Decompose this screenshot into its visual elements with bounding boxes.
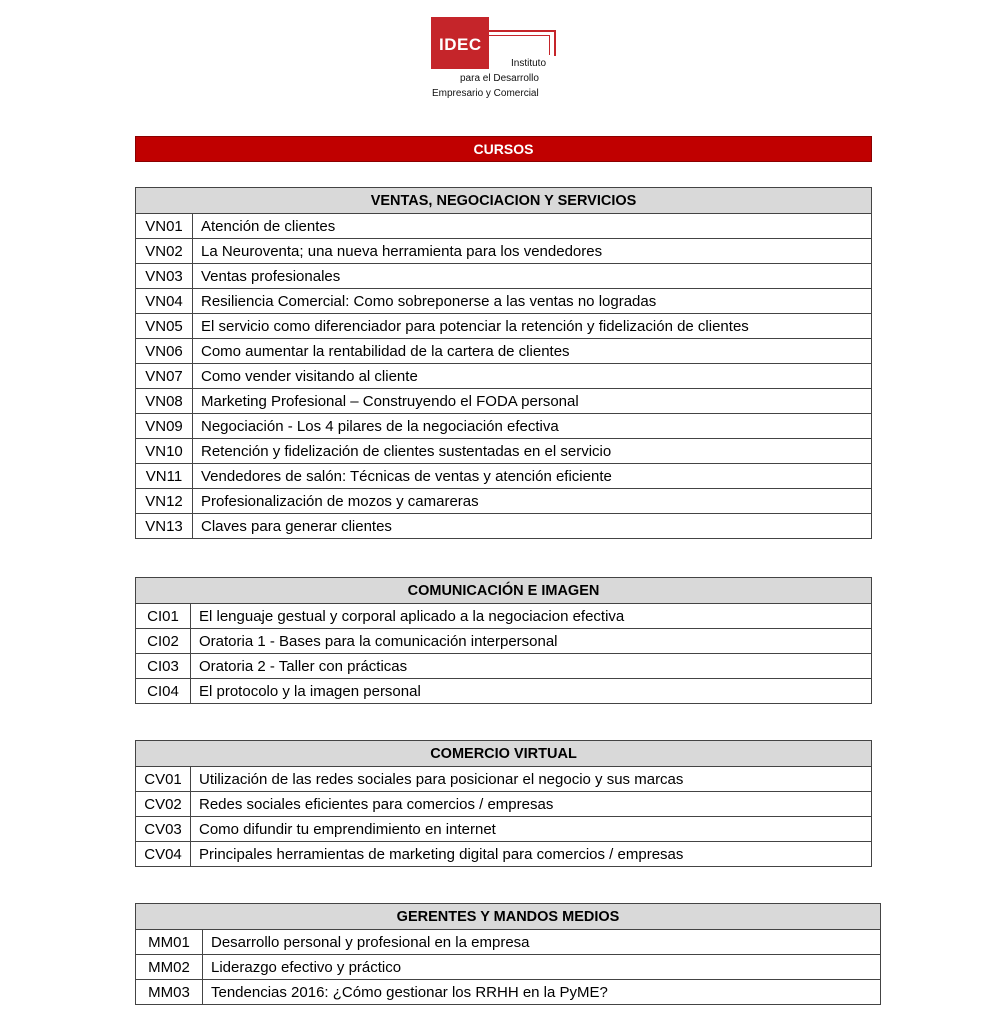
course-code: VN02 <box>136 239 193 264</box>
logo-frame-line <box>489 30 555 32</box>
idec-logo <box>425 14 565 104</box>
course-code: CI04 <box>136 679 191 704</box>
course-name: Redes sociales eficientes para comercios / empresas <box>191 792 872 817</box>
course-code: VN04 <box>136 289 193 314</box>
course-code: VN05 <box>136 314 193 339</box>
logo-abbr: IDEC <box>439 35 482 54</box>
course-row <box>136 389 872 414</box>
course-code: CI03 <box>136 654 191 679</box>
course-row <box>136 792 872 817</box>
course-name: La Neuroventa; una nueva herramienta para los vendedores <box>193 239 872 264</box>
course-name: Atención de clientes <box>193 214 872 239</box>
course-name: Como vender visitando al cliente <box>193 364 872 389</box>
course-row <box>136 604 872 629</box>
course-row <box>136 339 872 364</box>
course-code: CV04 <box>136 842 191 867</box>
course-name: Como aumentar la rentabilidad de la cartera de clientes <box>193 339 872 364</box>
course-code: VN11 <box>136 464 193 489</box>
section-title: GERENTES Y MANDOS MEDIOS <box>136 904 881 930</box>
course-name: Tendencias 2016: ¿Cómo gestionar los RRHH en la PyME? <box>203 980 881 1005</box>
course-row <box>136 264 872 289</box>
course-row <box>136 930 881 955</box>
course-row <box>136 654 872 679</box>
logo-text-line-3: Empresario y Comercial <box>432 88 539 99</box>
course-name: Principales herramientas de marketing digital para comercios / empresas <box>191 842 872 867</box>
course-name: El protocolo y la imagen personal <box>191 679 872 704</box>
course-row <box>136 489 872 514</box>
course-name: Como difundir tu emprendimiento en internet <box>191 817 872 842</box>
course-code: MM02 <box>136 955 203 980</box>
course-name: Claves para generar clientes <box>193 514 872 539</box>
course-name: Utilización de las redes sociales para posicionar el negocio y sus marcas <box>191 767 872 792</box>
course-code: VN13 <box>136 514 193 539</box>
course-row <box>136 289 872 314</box>
course-row <box>136 767 872 792</box>
course-code: CV03 <box>136 817 191 842</box>
course-code: CV01 <box>136 767 191 792</box>
course-code: VN12 <box>136 489 193 514</box>
logo-frame-line <box>549 35 550 55</box>
course-row <box>136 980 881 1005</box>
course-row <box>136 679 872 704</box>
course-row <box>136 842 872 867</box>
course-row <box>136 439 872 464</box>
course-code: CI01 <box>136 604 191 629</box>
cursos-banner: CURSOS <box>135 136 872 162</box>
course-row <box>136 364 872 389</box>
section-table-gerentes <box>135 903 881 1005</box>
course-code: VN06 <box>136 339 193 364</box>
section-table-comercio <box>135 740 872 867</box>
course-name: El lenguaje gestual y corporal aplicado a la negociacion efectiva <box>191 604 872 629</box>
course-name: Desarrollo personal y profesional en la empresa <box>203 930 881 955</box>
section-table-comunicacion <box>135 577 872 704</box>
section-table-ventas <box>135 187 872 539</box>
course-name: El servicio como diferenciador para potenciar la retención y fidelización de clientes <box>193 314 872 339</box>
course-row <box>136 629 872 654</box>
course-code: CI02 <box>136 629 191 654</box>
course-code: VN09 <box>136 414 193 439</box>
course-row <box>136 239 872 264</box>
section-title: COMUNICACIÓN E IMAGEN <box>136 578 872 604</box>
logo-frame-line <box>489 35 549 36</box>
logo-red-box <box>431 17 489 69</box>
course-name: Retención y fidelización de clientes sustentadas en el servicio <box>193 439 872 464</box>
course-name: Oratoria 2 - Taller con prácticas <box>191 654 872 679</box>
course-name: Liderazgo efectivo y práctico <box>203 955 881 980</box>
course-code: CV02 <box>136 792 191 817</box>
section-title: COMERCIO VIRTUAL <box>136 741 872 767</box>
course-name: Ventas profesionales <box>193 264 872 289</box>
course-code: VN10 <box>136 439 193 464</box>
course-name: Vendedores de salón: Técnicas de ventas y atención eficiente <box>193 464 872 489</box>
course-row <box>136 514 872 539</box>
course-code: VN03 <box>136 264 193 289</box>
logo-text-line-2: para el Desarrollo <box>460 73 539 84</box>
course-code: MM01 <box>136 930 203 955</box>
course-name: Oratoria 1 - Bases para la comunicación interpersonal <box>191 629 872 654</box>
course-code: VN07 <box>136 364 193 389</box>
logo-frame-line <box>554 30 556 56</box>
section-title: VENTAS, NEGOCIACION Y SERVICIOS <box>136 188 872 214</box>
course-row <box>136 414 872 439</box>
course-row <box>136 955 881 980</box>
course-row <box>136 314 872 339</box>
course-name: Resiliencia Comercial: Como sobreponerse a las ventas no logradas <box>193 289 872 314</box>
course-name: Negociación - Los 4 pilares de la negociación efectiva <box>193 414 872 439</box>
course-code: VN08 <box>136 389 193 414</box>
course-row <box>136 464 872 489</box>
course-row <box>136 817 872 842</box>
logo-text-line-1: Instituto <box>511 58 547 69</box>
course-code: VN01 <box>136 214 193 239</box>
course-code: MM03 <box>136 980 203 1005</box>
course-row <box>136 214 872 239</box>
course-name: Marketing Profesional – Construyendo el FODA personal <box>193 389 872 414</box>
course-name: Profesionalización de mozos y camareras <box>193 489 872 514</box>
